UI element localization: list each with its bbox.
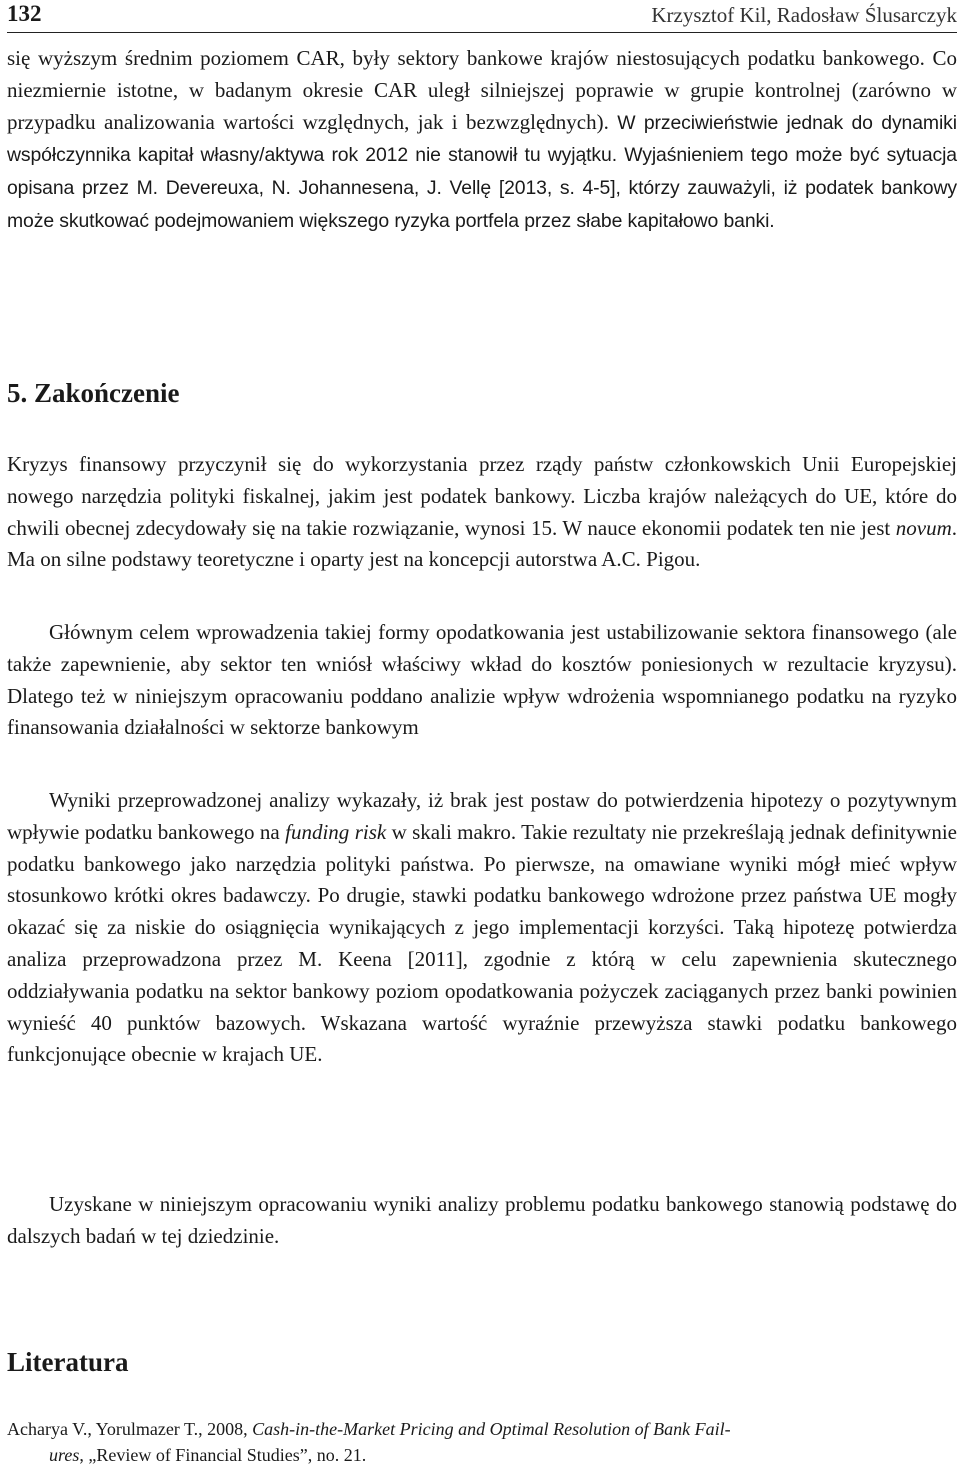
conclusion-text: . Ma on silne podstawy teoretyczne i oparty jest na koncepcji autorstwa A.C. Pigou.: [7, 515, 957, 572]
conclusion-paragraph-4: Uzyskane w niniejszym opracowaniu wyniki analizy problemu podatku bankowego stanowią podstawę do dalszych badań w tej dziedzinie.: [7, 1192, 957, 1248]
conclusion-text: Kryzys finansowy przyczynił się do wykorzystania przez rządy państw członkowskich Unii Europejskiej nowego narzędzia polityki fiskalnej, jakim jest podatek bankowy. Liczba krajów należących do UE, które do chwili obecnej zdecydowały się na takie rozwiązanie, wynosi 15. W nauce ekonomii podatek ten nie jest: [7, 452, 957, 540]
conclusion-text: w skali makro. Takie rezultaty nie przekreślają jednak definitywnie podatku bankowego jako narzędzia polityki państwa. Po pierwsze, na omawiane wyniki mógł mieć wpływ stosunkowo krótki okres badawczy. Po drugie, stawki podatku bankowego wdrożone przez państwa UE mogły okazać się za niskie do osiągnięcia wynikających z jego implementacji korzyści. Taką hipotezę potwierdza analiza przeprowadzona przez M. Keena [2011], zgodnie z którą w celu zapewnienia skutecznego oddziaływania podatku na sektor bankowy poziom opodatkowania pożyczek zaciąganych przez banki powinien wynieść 40 punktów bazowych. Wskazana wartość wyraźnie przewyższa stawki podatku bankowego funkcjonujące obecnie w krajach UE.: [7, 819, 957, 1067]
reference-authors: Acharya V., Yorulmazer T., 2008,: [7, 1419, 253, 1439]
conclusion-paragraph-1: [7, 449, 957, 576]
running-head-authors: Krzysztof Kil, Radosław Ślusarczyk: [651, 3, 957, 27]
intro-text-sans: W przeciwieństwie jednak do dynamiki współczynnika kapitał własny/aktywa rok 2012 nie stanowił tu wyjątku. Wyjaśnieniem tego może być sytuacja opisana przez M. Devereuxa, N. Johannesena, J. Vellę [2013, s. 4-5], którzy zauważyli, iż podatek bankowy może skutkować podejmowaniem większego ryzyka portfela przez słabe kapitałowo banki.: [7, 111, 957, 232]
conclusion-paragraph-2: Głównym celem wprowadzenia takiej formy opodatkowania jest ustabilizowanie sektora finansowego (ale także zapewnienie, aby sektor ten wniósł właściwy wkład do kosztów poniesionych w rezultacie kryzysu). Dlatego też w niniejszym opracowaniu poddano analizie wpływ wdrożenia wspomnianego podatku na ryzyko finansowania działalności w sektorze bankowym: [7, 620, 957, 740]
section-heading-conclusion: 5. Zakończenie: [7, 378, 180, 408]
reference-title: Cash-in-the-Market Pricing and Optimal Resolution of Bank Fail-: [252, 1419, 731, 1439]
reference-line-2: [7, 1442, 957, 1468]
reference-journal: , „Review of Financial Studies”, no. 21.: [79, 1445, 367, 1465]
conclusion-text: Wyniki przeprowadzonej analizy wykazały, iż brak jest postaw do potwierdzenia hipotezy o pozytywnym wpływie podatku bankowego na: [7, 788, 957, 844]
page-number: 132: [7, 1, 42, 26]
running-header: [7, 0, 957, 33]
reference-entry: [7, 1416, 957, 1468]
italic-term-novum: novum: [895, 515, 952, 540]
body-paragraph-intro: [7, 43, 957, 238]
literature-heading: Literatura: [7, 1347, 129, 1377]
conclusion-paragraph-3: [7, 785, 957, 1071]
intro-text-serif: się wyższym średnim poziomem CAR, były sektory bankowe krajów niestosujących podatku bankowego. Co niezmiernie istotne, w badanym okresie CAR uległ silniejszej poprawie w grupie kontrolnej (zarówno w przypadku analizowania wartości względnych, jak i bezwzględnych).: [7, 46, 957, 134]
italic-term-funding-risk: funding risk: [285, 819, 387, 844]
reference-title-end: ures: [49, 1445, 80, 1465]
